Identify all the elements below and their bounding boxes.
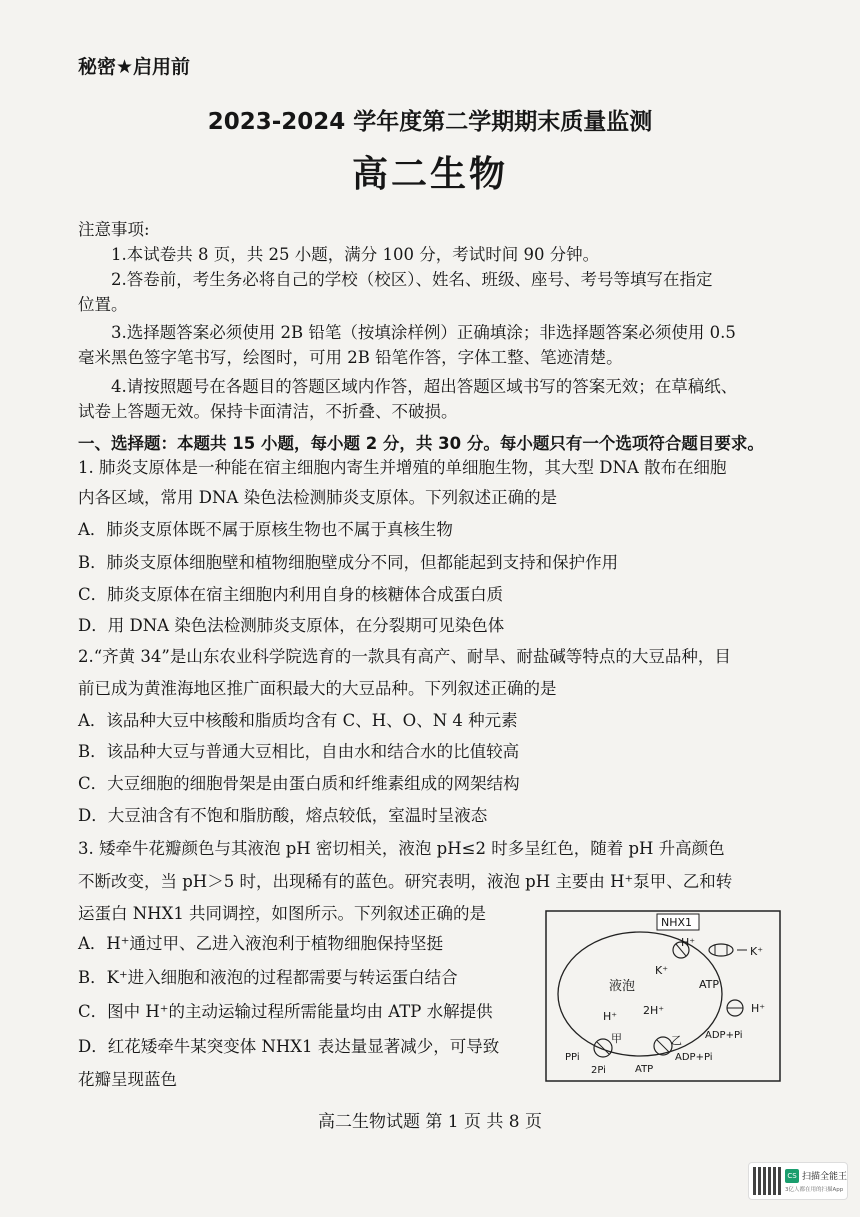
jia-label: 甲 bbox=[611, 1032, 622, 1045]
q3-stem: 3. 矮牵牛花瓣颜色与其液泡 pH 密切相关，液泡 pH≤2 时多呈红色，随着 pH 升高颜色 bbox=[78, 839, 725, 858]
ppi-label: PPi bbox=[565, 1052, 580, 1063]
q3-stem: 运蛋白 NHX1 共同调控，如图所示。下列叙述正确的是 bbox=[78, 904, 487, 923]
q2-option-b: B．该品种大豆与普通大豆相比，自由水和结合水的比值较高 bbox=[78, 742, 520, 761]
exam-title: 2023-2024 学年度第二学期期末质量监测 bbox=[207, 109, 653, 135]
notice-line: 1.本试卷共 8 页，共 25 小题，满分 100 分，考试时间 90 分钟。 bbox=[111, 245, 600, 264]
scanner-logo-icon: CS bbox=[785, 1169, 799, 1183]
q1-option-b: B．肺炎支原体细胞壁和植物细胞壁成分不同，但都能起到支持和保护作用 bbox=[78, 553, 619, 572]
adp-label: ADP+Pi bbox=[705, 1030, 743, 1041]
notice-line: 位置。 bbox=[78, 295, 128, 314]
yi-label: 乙 bbox=[671, 1034, 682, 1047]
q2-option-a: A．该品种大豆中核酸和脂质均含有 C、H、O、N 4 种元素 bbox=[78, 711, 518, 730]
two-pi-label: 2Pi bbox=[591, 1065, 606, 1076]
notice-line: 2.答卷前，考生务必将自己的学校（校区）、姓名、班级、座号、考号等填写在指定 bbox=[111, 270, 713, 289]
q1-option-c: C．肺炎支原体在宿主细胞内利用自身的核糖体合成蛋白质 bbox=[78, 585, 504, 604]
notice-line: 3.选择题答案必须使用 2B 铅笔（按填涂样例）正确填涂；非选择题答案必须使用 0.5 bbox=[111, 323, 736, 342]
scanner-watermark bbox=[748, 1162, 848, 1200]
q3-stem: 不断改变，当 pH＞5 时，出现稀有的蓝色。研究表明，液泡 pH 主要由 H⁺泵甲、乙和转 bbox=[78, 872, 733, 891]
q3-option-a: A．H⁺通过甲、乙进入液泡利于植物细胞保持坚挺 bbox=[78, 934, 444, 953]
nhx1-label: NHX1 bbox=[661, 916, 693, 929]
pump-yi-line bbox=[657, 1040, 669, 1052]
yi-atp-label: ATP bbox=[635, 1064, 654, 1075]
q3-option-d-cont: 花瓣呈现蓝色 bbox=[78, 1070, 177, 1089]
q2-option-c: C．大豆细胞的细胞骨架是由蛋白质和纤维素组成的网架结构 bbox=[78, 774, 520, 793]
confidential-mark: 秘密★启用前 bbox=[78, 56, 191, 78]
jia-h-label: H⁺ bbox=[603, 1010, 618, 1023]
q3-option-d: D．红花矮牵牛某突变体 NHX1 表达量显著减少，可导致 bbox=[78, 1037, 500, 1056]
qr-code-icon bbox=[753, 1167, 781, 1195]
q2-stem: 前已成为黄淮海地区推广面积最大的大豆品种。下列叙述正确的是 bbox=[78, 679, 557, 698]
nhx1-h-label: H⁺ bbox=[681, 936, 696, 949]
nhx1-k-label: K⁺ bbox=[655, 964, 669, 977]
q1-option-a: A．肺炎支原体既不属于原核生物也不属于真核生物 bbox=[78, 520, 453, 539]
q1-stem: 1. 肺炎支原体是一种能在宿主细胞内寄生并增殖的单细胞生物，其大型 DNA 散布在细胞 bbox=[78, 458, 727, 477]
outer-h-label: H⁺ bbox=[751, 1002, 766, 1015]
q3-option-b: B．K⁺进入细胞和液泡的过程都需要与转运蛋白结合 bbox=[78, 968, 458, 987]
scanner-name: 扫描全能王 bbox=[802, 1172, 848, 1182]
vacuole-transport-diagram bbox=[545, 910, 781, 1082]
q1-option-d: D．用 DNA 染色法检测肺炎支原体，在分裂期可见染色体 bbox=[78, 616, 505, 635]
subject-title: 高二生物 bbox=[351, 154, 508, 195]
q2-option-d: D．大豆油含有不饱和脂肪酸，熔点较低，室温时呈液态 bbox=[78, 806, 488, 825]
vacuole-membrane bbox=[558, 932, 722, 1056]
scanner-tagline: 3亿人都在用的扫描App bbox=[785, 1187, 844, 1193]
q3-option-c: C．图中 H⁺的主动运输过程所需能量均由 ATP 水解提供 bbox=[78, 1002, 493, 1021]
atp-label: ATP bbox=[699, 978, 720, 991]
notice-line: 毫米黑色签字笔书写，绘图时，可用 2B 铅笔作答，字体工整、笔迹清楚。 bbox=[78, 348, 623, 367]
yi-adp-label: ADP+Pi bbox=[675, 1052, 713, 1063]
q1-stem: 内各区域，常用 DNA 染色法检测肺炎支原体。下列叙述正确的是 bbox=[78, 488, 558, 507]
section-heading: 一、选择题：本题共 15 小题，每小题 2 分，共 30 分。每小题只有一个选项符合题目要求。 bbox=[78, 434, 764, 453]
page-footer: 高二生物试题 第 1 页 共 8 页 bbox=[317, 1112, 543, 1132]
yi-2h-label: 2H⁺ bbox=[643, 1004, 665, 1017]
k-channel bbox=[709, 944, 733, 956]
notice-line: 4.请按照题号在各题目的答题区域内作答，超出答题区域书写的答案无效；在草稿纸、 bbox=[111, 377, 738, 396]
notice-heading: 注意事项: bbox=[78, 220, 150, 239]
outer-k-label: K⁺ bbox=[750, 945, 764, 958]
q2-stem: 2.“齐黄 34”是山东农业科学院选育的一款具有高产、耐旱、耐盐碱等特点的大豆品种，目 bbox=[78, 647, 731, 666]
vacuole-label: 液泡 bbox=[609, 979, 636, 994]
notice-line: 试卷上答题无效。保持卡面清洁，不折叠、不破损。 bbox=[78, 402, 458, 421]
